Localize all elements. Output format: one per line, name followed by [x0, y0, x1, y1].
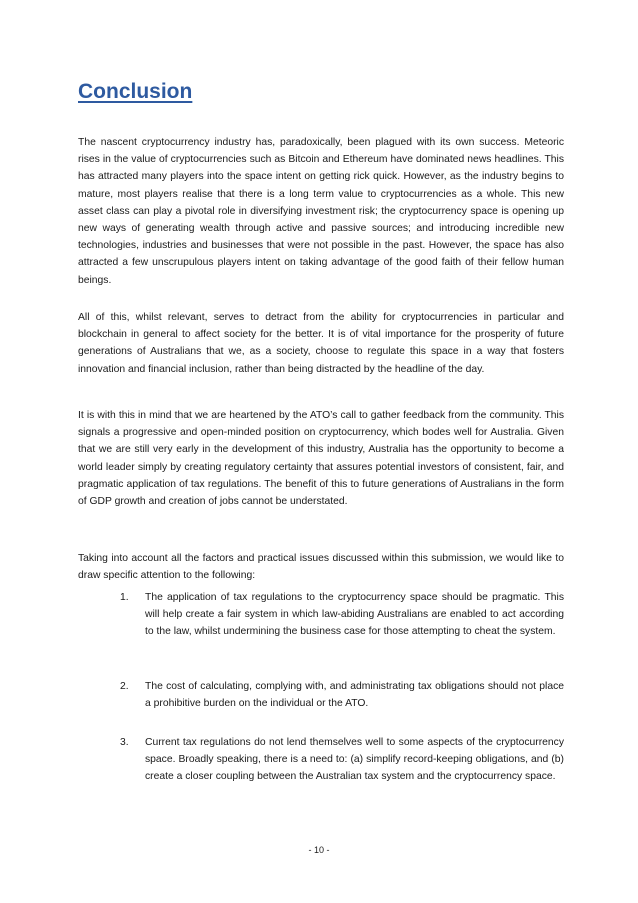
paragraph-considerations: Taking into account all the factors and practical issues discussed within this submission, we would like to draw specific attention to the following: [78, 553, 564, 582]
list-item-number: 3. [120, 737, 129, 748]
list-item-number: 1. [120, 592, 129, 603]
list-item-text: The cost of calculating, complying with, and administrating tax obligations should not place a prohibitive burden on the individual or the ATO. [145, 681, 564, 710]
list-item-text: The application of tax regulations to the cryptocurrency space should be pragmatic. This will help create a fair system in which law-abiding Australians are enabled to act according to the law, whilst undermining the business case for those attempting to cheat the system. [145, 592, 564, 638]
page-number: - 10 - [308, 845, 330, 855]
list-item-number: 2. [120, 681, 129, 692]
list-item-text: Current tax regulations do not lend themselves well to some aspects of the cryptocurrency space. Broadly speaking, there is a need to: (a) simplify record-keeping obligations, and (b) create a closer coupling between the Australian tax system and the cryptocurrency space. [145, 737, 564, 783]
paragraph-relevance: All of this, whilst relevant, serves to detract from the ability for cryptocurrencies in particular and blockchain in general to affect society for the better. It is of vital importance for the prosperity of future generations of Australians that we, as a society, choose to regulate this space in a way that fosters innovation and financial inclusion, rather than being distracted by the headline of the day. [78, 312, 564, 375]
paragraph-ato-feedback: It is with this in mind that we are heartened by the ATO’s call to gather feedback from the community. This signals a progressive and open-minded position on cryptocurrency, which bodes well for Australia. Given that we are still very early in the development of this industry, Australia has the opportunity to become a world leader simply by creating regulatory certainty that assures potential investors of consistent, fair, and pragmatic application of tax regulations. The benefit of this to future generations of Australians in the form of GDP growth and creation of jobs cannot be understated. [78, 410, 564, 508]
paragraph-intro: The nascent cryptocurrency industry has, paradoxically, been plagued with its own success. Meteoric rises in the value of cryptocurrencies such as Bitcoin and Ethereum have dominated news headlines. This has attracted many players into the space intent on getting rick quick. However, as the industry begins to mature, most players realise that there is a long term value to cryptocurrencies as a whole. This new asset class can play a pivotal role in diversifying investment risk; the cryptocurrency space is opening up new ways of generating wealth through active and passive sources; and introducing incredible new technologies, industries and businesses that were not possible in the past. However, the space has also attracted a few unscrupulous players intent on taking advantage of the good faith of their fellow human beings. [78, 137, 564, 286]
page-title: Conclusion [78, 80, 193, 103]
